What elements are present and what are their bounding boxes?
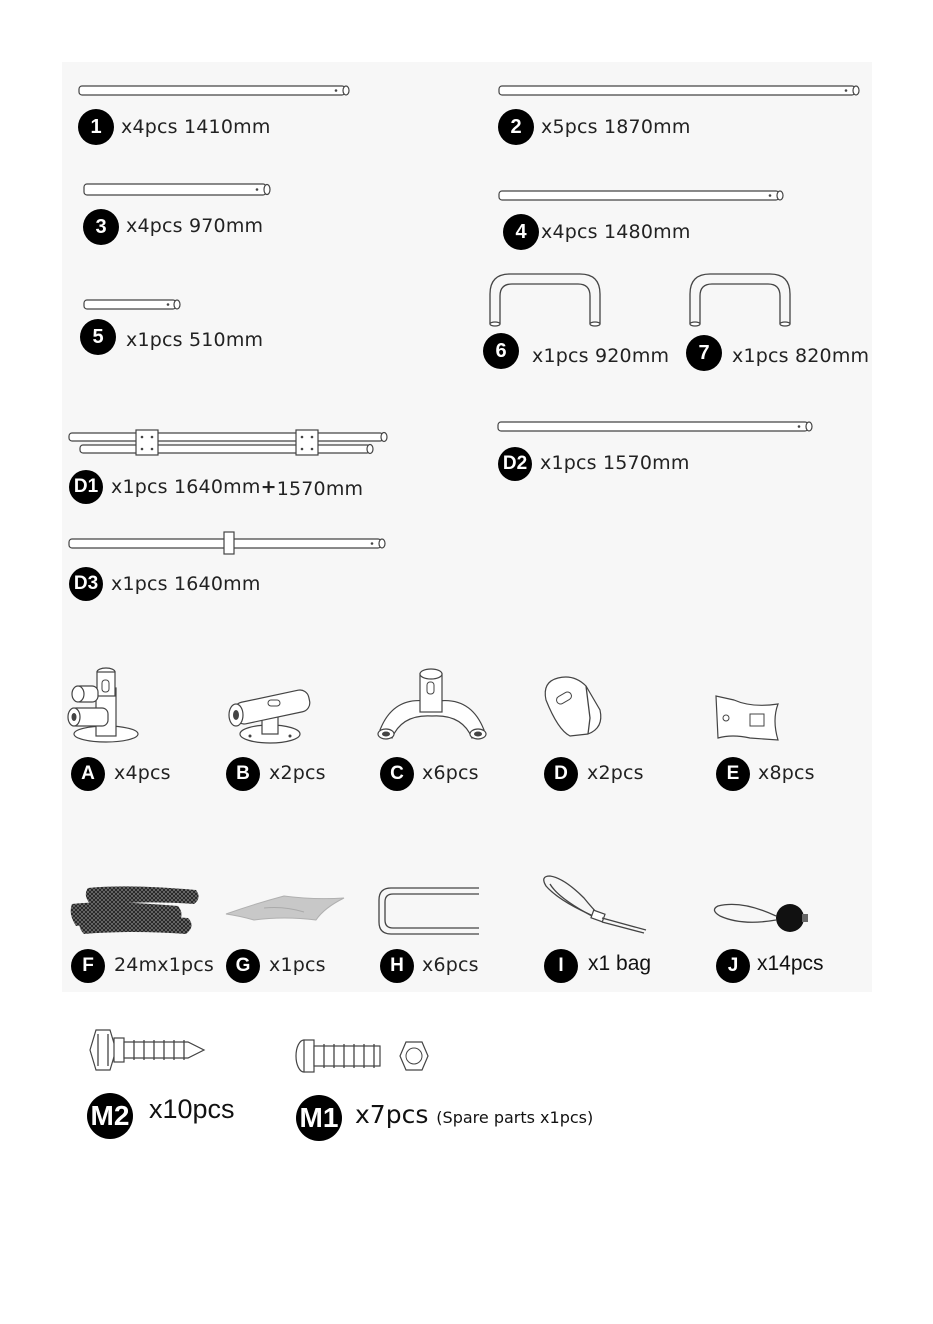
tube-d3-drawing [68,530,390,558]
badge-j: J [716,949,750,983]
badge-3: 3 [83,209,119,245]
label-b: x2pcs [269,762,326,784]
label-m1-note: (Spare parts x1pcs) [436,1108,594,1127]
tube-d2-drawing [497,420,817,434]
fitting-c-drawing [374,664,490,746]
fitting-e-drawing [712,690,784,746]
label-7: x1pcs 820mm [732,345,870,367]
u-bar-6-drawing [486,268,604,328]
label-e: x8pcs [758,762,815,784]
net-roll-f-drawing [68,884,204,936]
badge-e: E [716,757,750,791]
label-a: x4pcs [114,762,171,784]
label-h: x6pcs [422,954,479,976]
badge-7: 7 [686,335,722,371]
badge-d3: D3 [69,567,103,601]
label-d3: x1pcs 1640mm [111,573,261,595]
tube-3-drawing [83,182,273,198]
badge-h: H [380,949,414,983]
label-1: x4pcs 1410mm [121,116,271,138]
ball-bungee-j-drawing [712,900,812,936]
tube-d1-drawing [68,428,393,458]
badge-5: 5 [80,319,116,355]
bolt-m2-drawing [84,1024,210,1076]
label-d1-main: x1pcs 1640mm [111,476,261,498]
badge-c: C [380,757,414,791]
u-bar-7-drawing [686,268,794,328]
label-c: x6pcs [422,762,479,784]
label-d: x2pcs [587,762,644,784]
badge-f: F [71,949,105,983]
label-d1 [111,476,363,498]
fitting-d-drawing [538,670,606,740]
badge-d1: D1 [69,470,103,504]
badge-m1: M1 [296,1095,342,1141]
label-i: x1 bag [588,952,652,975]
fitting-b-drawing [224,684,316,746]
label-m1-main: x7pcs [355,1100,429,1129]
tarp-g-drawing [224,894,346,924]
badge-d2: D2 [498,447,532,481]
badge-4: 4 [503,214,539,250]
fitting-a-drawing [66,664,144,746]
label-3: x4pcs 970mm [126,215,264,237]
label-5: x1pcs 510mm [126,329,264,351]
label-2: x5pcs 1870mm [541,116,691,138]
badge-1: 1 [78,109,114,145]
badge-a: A [71,757,105,791]
badge-b: B [226,757,260,791]
label-d2: x1pcs 1570mm [540,452,690,474]
label-d1-plus: + [260,476,277,498]
cable-tie-i-drawing [540,872,650,936]
badge-2: 2 [498,109,534,145]
badge-i: I [544,949,578,983]
badge-d: D [544,757,578,791]
label-4: x4pcs 1480mm [541,221,691,243]
label-f: 24mx1pcs [114,954,215,976]
badge-6: 6 [483,333,519,369]
label-6: x1pcs 920mm [532,345,670,367]
label-g: x1pcs [269,954,326,976]
tube-4-drawing [498,189,788,203]
label-d1-second: 1570mm [276,478,364,500]
tube-2-drawing [498,84,863,98]
bolt-m1-drawing [292,1030,438,1078]
tube-1-drawing [78,84,353,98]
label-j: x14pcs [757,952,824,975]
label-m2: x10pcs [149,1094,235,1124]
label-m1 [355,1100,593,1129]
tube-5-drawing [83,298,183,312]
badge-m2: M2 [87,1093,133,1139]
u-stake-h-drawing [377,884,483,938]
badge-g: G [226,949,260,983]
